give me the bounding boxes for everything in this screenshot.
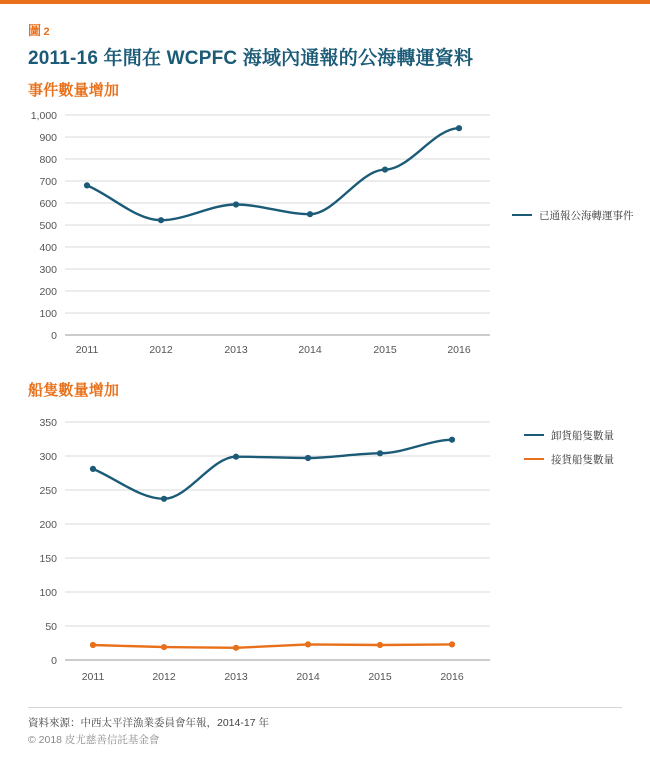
y-tick-label: 500 <box>39 219 57 232</box>
y-tick-label: 600 <box>39 197 57 210</box>
y-tick-label: 300 <box>39 263 57 276</box>
x-tick-label: 2015 <box>368 670 392 680</box>
y-tick-label: 700 <box>39 175 57 188</box>
legend-item <box>512 208 634 223</box>
x-tick-label: 2011 <box>75 343 99 356</box>
y-tick-label: 900 <box>39 131 57 144</box>
chart-1-subtitle: 事件數量增加 <box>28 81 120 99</box>
y-tick-label: 250 <box>39 484 57 497</box>
figure-number: 2 <box>43 26 51 38</box>
y-tick-label: 100 <box>39 307 57 320</box>
figure-footer <box>0 707 650 758</box>
footer-divider <box>28 707 622 708</box>
chart-2-subtitle: 船隻數量增加 <box>28 381 120 399</box>
y-tick-label: 350 <box>39 416 57 429</box>
y-tick-label: 800 <box>39 153 57 166</box>
chart-2-y-axis <box>39 417 57 667</box>
y-tick-label: 1,000 <box>30 109 57 122</box>
x-tick-label: 2011 <box>81 670 105 680</box>
chart-1-wrap <box>0 100 650 375</box>
chart-2-legend <box>524 428 614 476</box>
y-tick-label: 150 <box>39 552 57 565</box>
legend-label: 卸貨船隻數量 <box>551 429 614 442</box>
legend-item <box>524 452 614 467</box>
chart-2-series-offloading <box>90 436 455 501</box>
chart-2-wrap <box>0 400 650 685</box>
y-tick-label: 100 <box>39 586 57 599</box>
x-tick-label: 2014 <box>298 343 322 356</box>
chart-1-y-axis <box>31 110 57 342</box>
legend-item <box>524 428 614 443</box>
x-tick-label: 2014 <box>296 670 320 680</box>
chart-1-series-incidents <box>84 125 462 223</box>
legend-label: 已通報公海轉運事件 <box>539 209 634 222</box>
y-tick-label: 400 <box>39 241 57 254</box>
legend-swatch-icon <box>524 458 544 461</box>
y-tick-label: 200 <box>39 285 57 298</box>
chart-1-svg <box>0 100 650 370</box>
figure-label-text: 圖 <box>28 23 42 38</box>
legend-swatch-icon <box>524 434 544 437</box>
y-tick-label: 0 <box>51 654 57 667</box>
figure-label <box>28 20 622 39</box>
y-tick-label: 300 <box>39 450 57 463</box>
x-tick-label: 2015 <box>373 343 397 356</box>
chart-2-x-axis <box>82 671 464 680</box>
chart-1-legend <box>512 208 634 232</box>
legend-swatch-icon <box>512 214 532 217</box>
y-tick-label: 0 <box>51 329 57 342</box>
y-tick-label: 200 <box>39 518 57 531</box>
x-tick-label: 2012 <box>149 343 173 356</box>
x-tick-label: 2012 <box>152 670 176 680</box>
copyright-note: © 2018 皮尤慈善信託基金會 <box>28 733 160 746</box>
chart-1-gridlines <box>65 115 490 335</box>
source-note: 資料來源：中西太平洋漁業委員會年報，2014-17 年 <box>28 717 269 730</box>
x-tick-label: 2016 <box>447 343 471 356</box>
chart-2-series-receiving <box>90 641 455 651</box>
figure-header <box>0 4 650 100</box>
page-title: 2011-16 年間在 WCPFC 海域內通報的公海轉運資料 <box>28 48 474 69</box>
x-tick-label: 2013 <box>224 670 248 680</box>
chart-1-x-axis <box>76 344 471 356</box>
legend-label: 接貨船隻數量 <box>551 453 614 466</box>
x-tick-label: 2013 <box>224 343 248 356</box>
y-tick-label: 50 <box>45 620 57 633</box>
x-tick-label: 2016 <box>440 670 464 680</box>
